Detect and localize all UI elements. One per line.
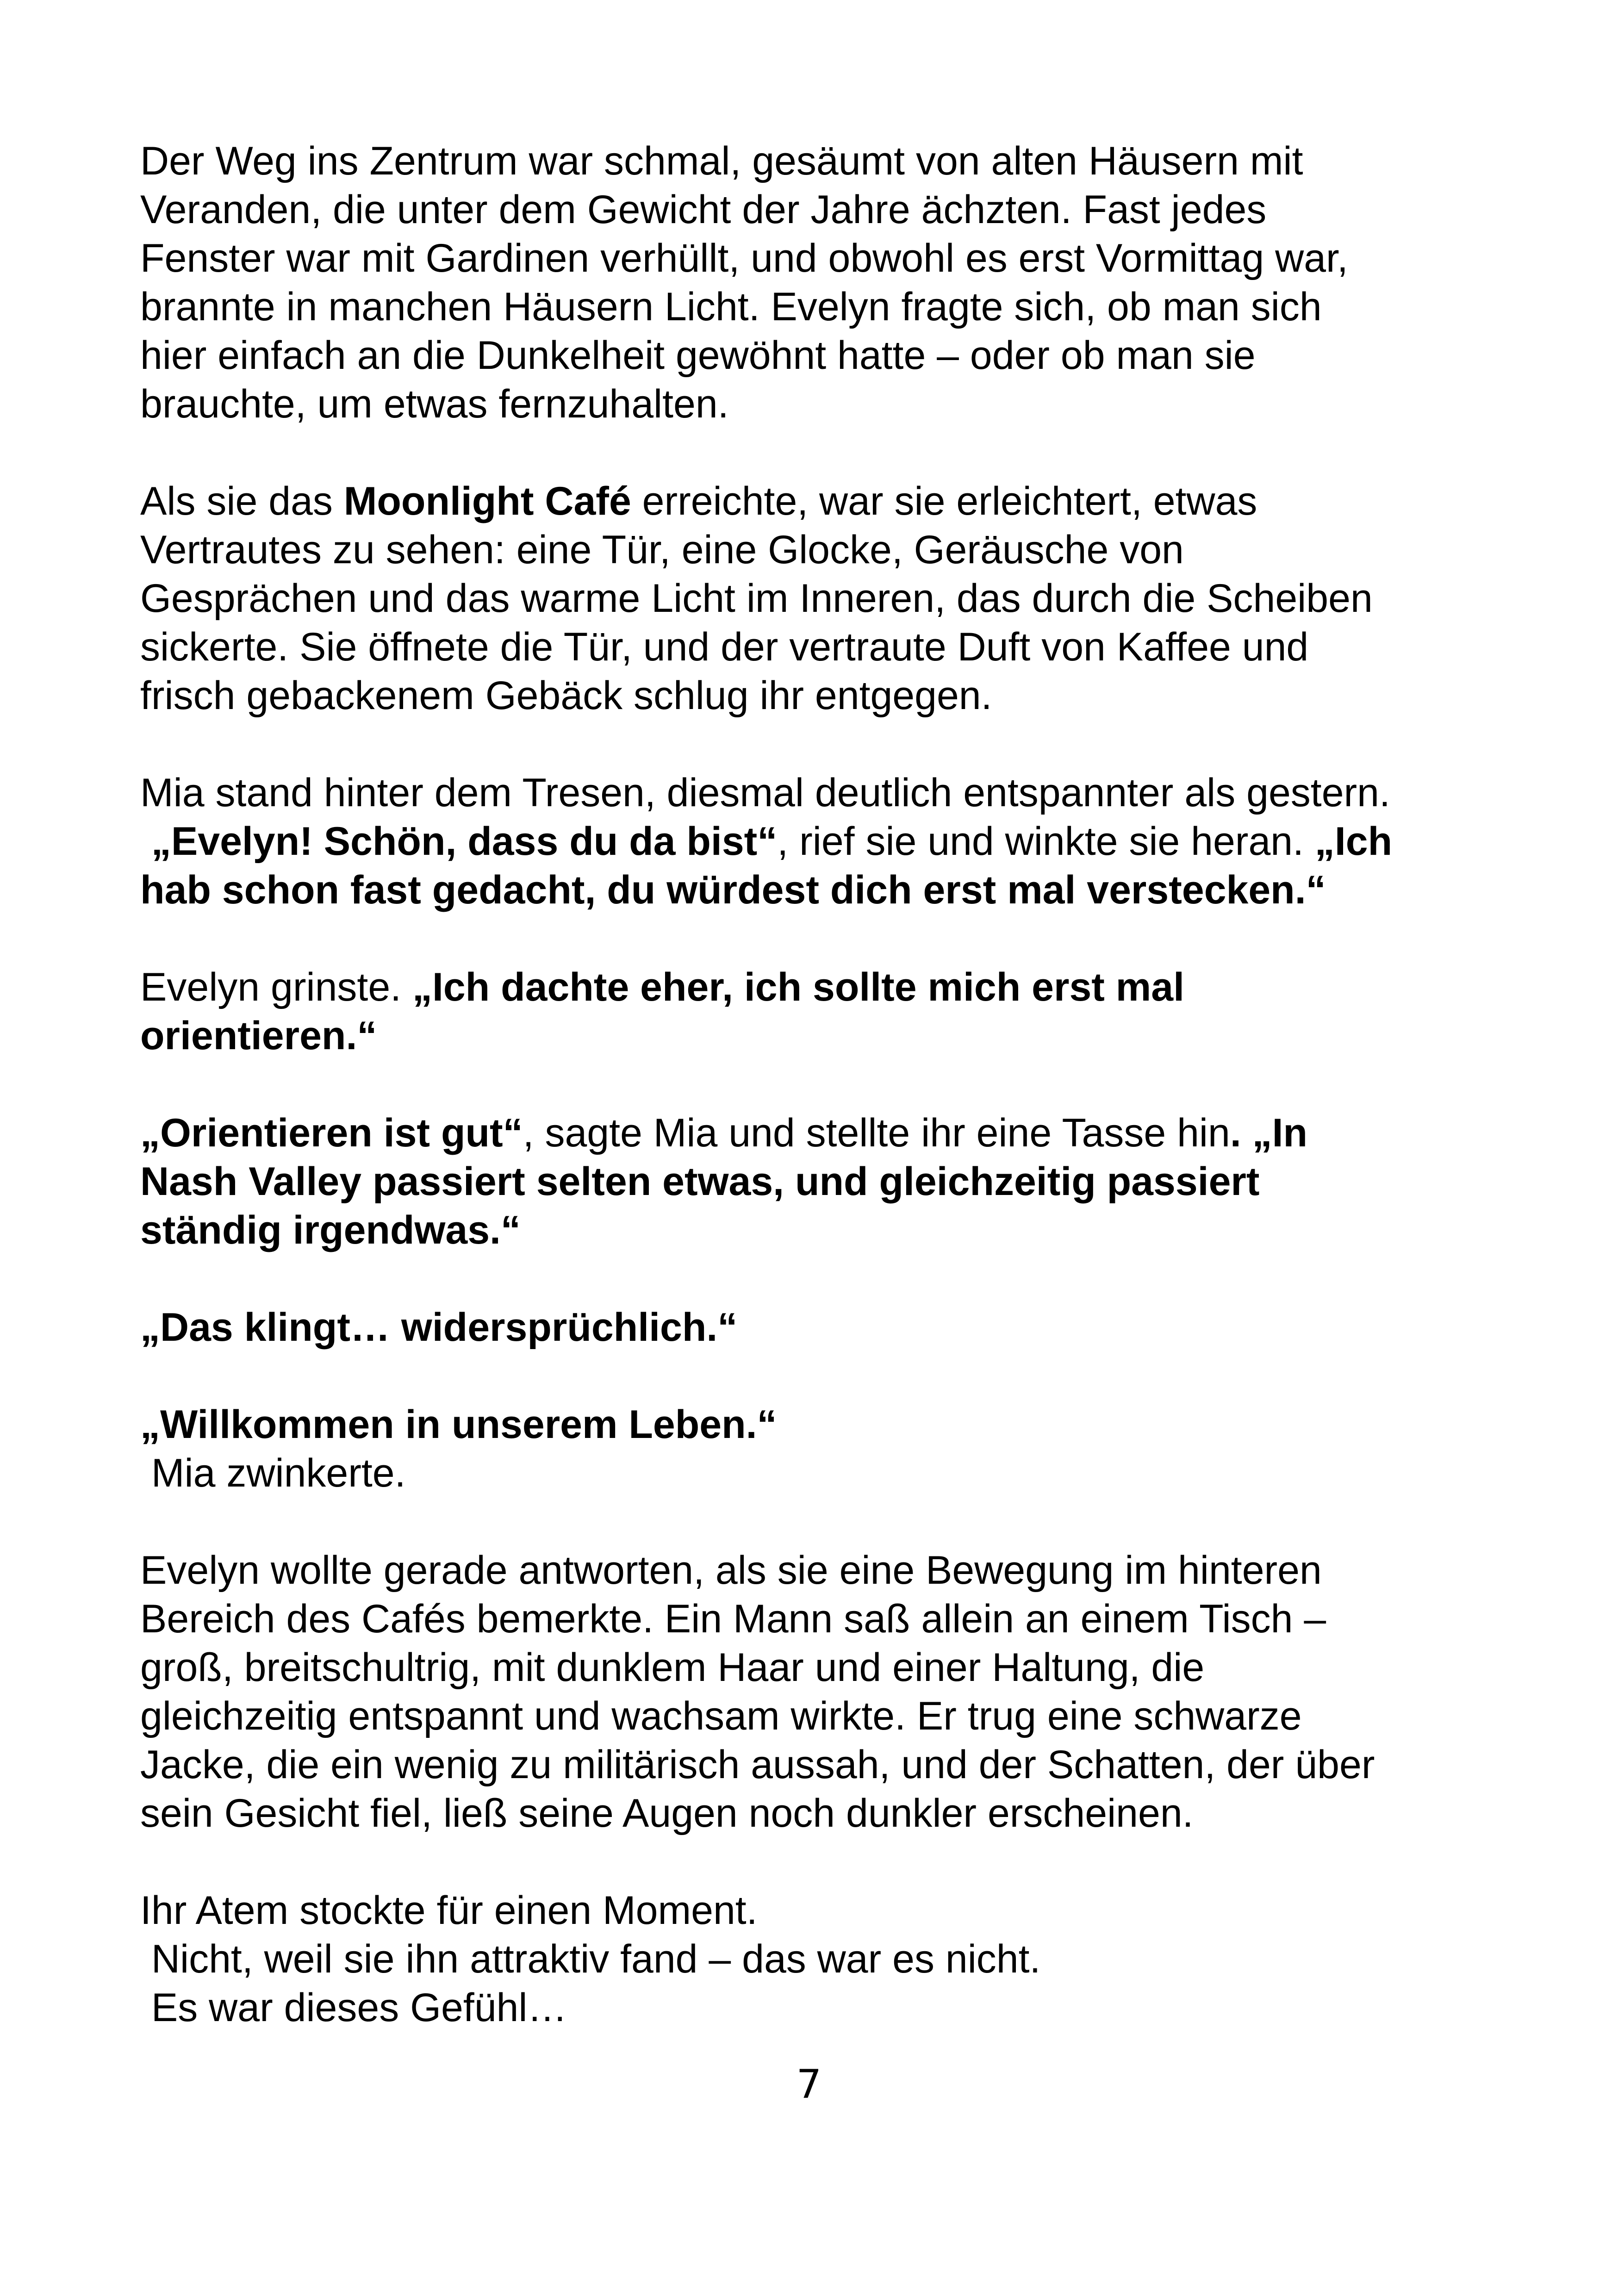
- text-run: Als sie das: [140, 479, 344, 523]
- text-line: [140, 477, 1533, 526]
- dialogue-bold: . „In: [1230, 1111, 1308, 1155]
- paragraph-moonlight-cafe: [140, 477, 1533, 720]
- paragraph-orientieren: [140, 1109, 1533, 1255]
- text-run: , rief sie und winkte sie heran.: [777, 819, 1315, 864]
- dialogue-line: „Das klingt… widersprüchlich.“: [140, 1305, 738, 1350]
- text-run: , sagte Mia und stellte ihr eine Tasse hin: [523, 1111, 1230, 1155]
- dialogue-line: Nash Valley passiert selten etwas, und gleichzeitig passiert: [140, 1159, 1260, 1204]
- text-line: groß, breitschultrig, mit dunklem Haar und einer Haltung, die: [140, 1645, 1205, 1690]
- paragraph-mia-greeting: [140, 769, 1533, 915]
- text-line: frisch gebackenem Gebäck schlug ihr entgegen.: [140, 673, 992, 718]
- text-line: Veranden, die unter dem Gewicht der Jahre ächzten. Fast jedes: [140, 187, 1267, 232]
- text-line: Es war dieses Gefühl…: [140, 1985, 567, 2030]
- text-line: brauchte, um etwas fernzuhalten.: [140, 382, 729, 426]
- dialogue-line: hab schon fast gedacht, du würdest dich erst mal verstecken.“: [140, 868, 1326, 912]
- text-run: erreichte, war sie erleichtert, etwas: [631, 479, 1257, 523]
- dialogue-bold: „Evelyn! Schön, dass du da bist“: [140, 819, 778, 864]
- text-line: sickerte. Sie öffnete die Tür, und der vertraute Duft von Kaffee und: [140, 625, 1309, 669]
- text-run: Evelyn grinste.: [140, 965, 412, 1009]
- text-line: brannte in manchen Häusern Licht. Evelyn fragte sich, ob man sich: [140, 285, 1322, 329]
- paragraph-willkommen: [140, 1400, 1533, 1498]
- dialogue-bold: „Ich: [1314, 819, 1393, 864]
- dialogue-bold: „Ich dachte eher, ich sollte mich erst mal: [412, 965, 1184, 1009]
- text-line: Gesprächen und das warme Licht im Inneren, das durch die Scheiben: [140, 576, 1373, 621]
- text-line: [140, 817, 1533, 866]
- paragraph-walk-to-center: [140, 137, 1533, 429]
- text-line: gleichzeitig entspannt und wachsam wirkte. Er trug eine schwarze: [140, 1694, 1302, 1738]
- paragraph-widerspruechlich: [140, 1303, 1533, 1352]
- text-line: sein Gesicht fiel, ließ seine Augen noch dunkler erscheinen.: [140, 1791, 1194, 1836]
- paragraph-evelyn-grin: [140, 963, 1533, 1060]
- text-line: Bereich des Cafés bemerkte. Ein Mann saß allein an einem Tisch –: [140, 1597, 1326, 1641]
- paragraph-man-at-table: [140, 1546, 1533, 1838]
- paragraph-breath: [140, 1886, 1533, 2032]
- body-text: [140, 137, 1533, 2081]
- text-line: Nicht, weil sie ihn attraktiv fand – das war es nicht.: [140, 1937, 1041, 1981]
- page-number: 7: [796, 2061, 822, 2108]
- text-line: Evelyn wollte gerade antworten, als sie eine Bewegung im hinteren: [140, 1548, 1322, 1593]
- text-line: [140, 963, 1533, 1012]
- dialogue-line: orientieren.“: [140, 1014, 377, 1058]
- text-line: Fenster war mit Gardinen verhüllt, und obwohl es erst Vormittag war,: [140, 236, 1348, 280]
- dialogue-line: „Willkommen in unserem Leben.“: [140, 1402, 777, 1447]
- cafe-name: Moonlight Café: [343, 479, 631, 523]
- text-line: Ihr Atem stockte für einen Moment.: [140, 1888, 758, 1933]
- text-line: Der Weg ins Zentrum war schmal, gesäumt von alten Häusern mit: [140, 139, 1303, 183]
- text-line: Mia stand hinter dem Tresen, diesmal deutlich entspannter als gestern.: [140, 771, 1390, 815]
- text-line: [140, 1109, 1533, 1157]
- text-line: Jacke, die ein wenig zu militärisch aussah, und der Schatten, der über: [140, 1742, 1375, 1787]
- text-line: Vertrautes zu sehen: eine Tür, eine Glocke, Geräusche von: [140, 528, 1184, 572]
- dialogue-bold: „Orientieren ist gut“: [140, 1111, 523, 1155]
- text-line: hier einfach an die Dunkelheit gewöhnt hatte – oder ob man sie: [140, 333, 1256, 378]
- text-line: Mia zwinkerte.: [140, 1451, 406, 1495]
- dialogue-line: ständig irgendwas.“: [140, 1208, 521, 1252]
